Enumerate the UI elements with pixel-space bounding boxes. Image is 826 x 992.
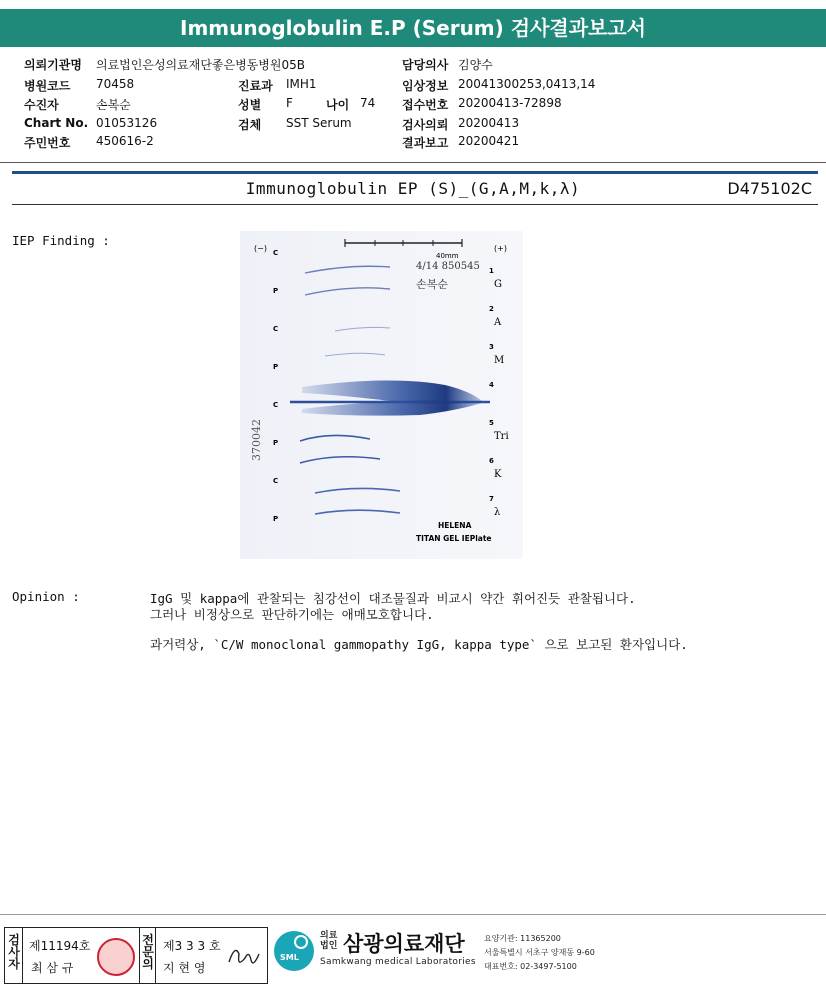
info-label: 의뢰기관명	[24, 58, 82, 72]
info-value: 70458	[96, 77, 135, 91]
lane-name: K	[494, 469, 502, 480]
contact-line: 요양기관: 11365200	[484, 934, 561, 943]
info-row	[24, 56, 82, 73]
divider	[0, 162, 826, 163]
lane-number: 3	[489, 343, 494, 351]
info-value: 김양수	[458, 58, 493, 72]
well-label: P	[273, 439, 279, 447]
reviewer-title: 검사자	[8, 933, 20, 971]
info-value: 450616-2	[96, 134, 154, 148]
info-label: 임상정보	[402, 79, 449, 93]
lane-number: 7	[489, 495, 494, 503]
iep-gel-image	[240, 231, 523, 559]
lane-name: M	[494, 355, 505, 366]
reviewer-license: 제11194호	[29, 939, 91, 953]
info-value: F	[286, 96, 293, 110]
info-label: 수진자	[24, 98, 59, 112]
info-label: Chart No.	[24, 116, 89, 130]
specialist-license: 제3 3 3 호	[163, 939, 221, 953]
org-logo	[271, 928, 317, 974]
gel-patient-name: 손복순	[416, 278, 448, 291]
contact-line: 서울특별시 서초구 양재동 9-60	[484, 948, 595, 957]
info-label: 주민번호	[24, 136, 71, 150]
info-label: 검체	[238, 118, 262, 132]
gel-side-id: 370042	[250, 419, 263, 461]
logo-text: SML	[280, 953, 299, 962]
opinion-line: IgG 및 kappa에 관찰되는 침강선이 대조물질과 비교시 약간 휘어진듯 관찰됩니다.	[150, 591, 636, 606]
info-value: IMH1	[286, 77, 317, 91]
info-label: 담당의사	[402, 58, 449, 72]
report-title: Immunoglobulin E.P (Serum) 검사결과보고서	[0, 9, 826, 47]
reviewer-name: 최 삼 규	[31, 961, 74, 975]
lane-number: 5	[489, 419, 494, 427]
info-value: 20041300253,0413,14	[458, 77, 596, 91]
info-label: 병원코드	[24, 79, 71, 93]
well-label: P	[273, 363, 279, 371]
lane-name: λ	[494, 507, 501, 518]
specialist-title: 전문의	[142, 933, 154, 971]
info-value: 74	[360, 96, 376, 110]
info-value: SST Serum	[286, 116, 352, 130]
org-name: 삼광의료재단	[343, 932, 465, 956]
signature-box	[4, 927, 268, 984]
signature-scribble	[225, 940, 263, 972]
lane-number: 6	[489, 457, 494, 465]
well-label: C	[273, 249, 279, 257]
lane-number: 2	[489, 305, 494, 313]
well-label: P	[273, 287, 279, 295]
well-label: P	[273, 515, 279, 523]
test-code: D475102C	[727, 179, 812, 198]
lane-name: G	[494, 279, 502, 290]
iep-finding-label: IEP Finding :	[12, 233, 110, 248]
info-label: 검사의뢰	[402, 118, 449, 132]
info-value: 20200421	[458, 134, 520, 148]
scale-label: 40mm	[436, 252, 459, 260]
opinion-line: 그러나 비정상으로 판단하기에는 애매모호합니다.	[150, 607, 434, 622]
divider	[12, 204, 818, 205]
well-label: C	[273, 401, 279, 409]
well-label: C	[273, 477, 279, 485]
plus-label: (+)	[494, 244, 507, 253]
info-label: 성별	[238, 98, 262, 112]
info-value: 01053126	[96, 116, 158, 130]
info-value: 의료법인은성의료재단좋은병동병원05B	[96, 58, 305, 72]
org-eng: Samkwang medical Laboratories	[320, 957, 476, 967]
info-value: 손복순	[96, 98, 131, 112]
well-label: C	[273, 325, 279, 333]
contact-line: 대표번호: 02-3497-5100	[484, 962, 577, 971]
info-value: 20200413-72898	[458, 96, 562, 110]
opinion-label: Opinion :	[12, 589, 80, 604]
test-subtitle: Immunoglobulin EP (S)_(G,A,M,k,λ)	[245, 179, 581, 198]
divider	[12, 171, 818, 174]
gel-date-id: 4/14 850545	[416, 261, 480, 272]
gel-brand-2: TITAN GEL IEPlate	[416, 534, 492, 543]
info-label: 접수번호	[402, 98, 449, 112]
seal-stamp	[97, 938, 135, 976]
footer-divider	[0, 914, 826, 915]
lane-number: 4	[489, 381, 494, 389]
gel-brand-1: HELENA	[438, 521, 472, 530]
lane-number: 1	[489, 267, 494, 275]
info-label: 나이	[326, 98, 350, 112]
org-type: 의료법인	[320, 931, 338, 951]
lane-name: Tri	[494, 431, 509, 442]
info-value: 20200413	[458, 116, 520, 130]
info-label: 결과보고	[402, 136, 449, 150]
minus-label: (−)	[254, 244, 267, 253]
opinion-line: 과거력상, `C/W monoclonal gammopathy IgG, kappa type` 으로 보고된 환자입니다.	[150, 637, 688, 652]
lane-name: A	[494, 317, 502, 328]
info-label: 진료과	[238, 79, 273, 93]
specialist-name: 지 현 영	[163, 961, 206, 975]
